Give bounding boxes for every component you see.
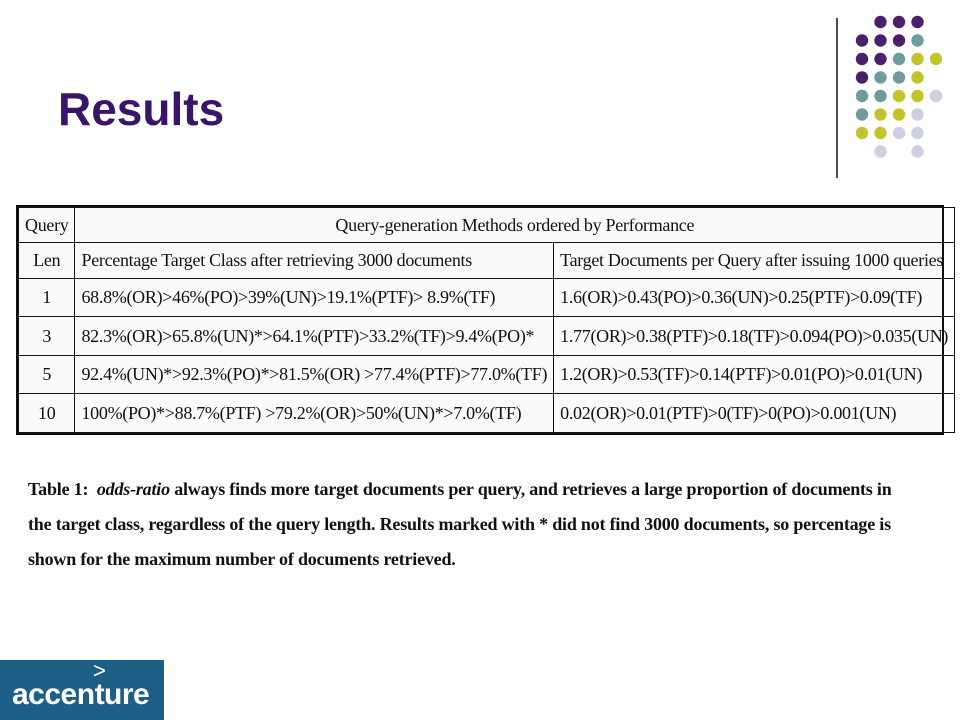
decorative-dot bbox=[874, 71, 886, 83]
decorative-dot bbox=[874, 16, 886, 28]
header-col1: Percentage Target Class after retrieving 3000 documents bbox=[75, 243, 554, 278]
caption-line-2: the target class, regardless of the query length. Results marked with * did not find 3000 documents, so percentage is bbox=[28, 514, 891, 534]
decorative-dot bbox=[874, 34, 886, 46]
logo-chevron: > bbox=[93, 658, 106, 683]
decorative-dot bbox=[911, 34, 923, 46]
table-row bbox=[19, 278, 955, 317]
header-query-top: Query bbox=[19, 208, 75, 243]
decorative-dot bbox=[856, 90, 868, 102]
results-table bbox=[16, 205, 949, 435]
decorative-dot bbox=[911, 127, 923, 139]
decorative-dot bbox=[893, 53, 905, 65]
decorative-dot bbox=[893, 71, 905, 83]
cell-len: 1 bbox=[19, 278, 75, 317]
cell-pct: 82.3%(OR)>65.8%(UN)*>64.1%(PTF)>33.2%(TF)>9.4%(PO)* bbox=[75, 317, 554, 356]
caption-line-1-rest: always finds more target documents per query, and retrieves a large proportion of documents in bbox=[174, 479, 892, 499]
decorative-dot bbox=[911, 145, 923, 157]
decorative-dot bbox=[911, 90, 923, 102]
decorative-dot bbox=[874, 108, 886, 120]
cell-pct: 100%(PO)*>88.7%(PTF) >79.2%(OR)>50%(UN)*>7.0%(TF) bbox=[75, 394, 554, 433]
table-row bbox=[19, 394, 955, 433]
decorative-dot bbox=[893, 34, 905, 46]
decorative-dot bbox=[874, 53, 886, 65]
caption-label: Table 1: bbox=[28, 479, 89, 499]
header-query-bottom: Len bbox=[19, 243, 75, 278]
caption-line-3: shown for the maximum number of documents retrieved. bbox=[28, 549, 456, 569]
decorative-dot bbox=[911, 53, 923, 65]
decorative-dot bbox=[874, 145, 886, 157]
decorative-dot bbox=[856, 34, 868, 46]
decorative-dot-grid bbox=[0, 0, 960, 190]
decorative-dot bbox=[911, 108, 923, 120]
decorative-dot bbox=[911, 71, 923, 83]
table-row bbox=[19, 317, 955, 356]
decorative-dot bbox=[856, 53, 868, 65]
cell-pct: 68.8%(OR)>46%(PO)>39%(UN)>19.1%(PTF)> 8.9%(TF) bbox=[75, 278, 554, 317]
decorative-dot bbox=[893, 90, 905, 102]
cell-len: 3 bbox=[19, 317, 75, 356]
caption-emphasis: odds-ratio bbox=[96, 479, 170, 499]
decorative-dot bbox=[874, 90, 886, 102]
logo-text: accenture bbox=[12, 678, 150, 711]
cell-pct: 92.4%(UN)*>92.3%(PO)*>81.5%(OR) >77.4%(PTF)>77.0%(TF) bbox=[75, 355, 554, 394]
decorative-dot bbox=[893, 16, 905, 28]
cell-len: 10 bbox=[19, 394, 75, 433]
table-caption bbox=[28, 472, 938, 577]
decorative-dot bbox=[856, 127, 868, 139]
decorative-dot bbox=[893, 127, 905, 139]
cell-docs: 1.77(OR)>0.38(PTF)>0.18(TF)>0.094(PO)>0.035(UN) bbox=[554, 317, 955, 356]
table-row bbox=[19, 355, 955, 394]
caption-line-1 bbox=[28, 472, 938, 507]
header-col2: Target Documents per Query after issuing 1000 queries bbox=[554, 243, 955, 278]
cell-docs: 1.2(OR)>0.53(TF)>0.14(PTF)>0.01(PO)>0.01(UN) bbox=[554, 355, 955, 394]
decorative-dot bbox=[856, 71, 868, 83]
decorative-dot bbox=[874, 127, 886, 139]
decorative-divider bbox=[836, 18, 838, 178]
cell-docs: 1.6(OR)>0.43(PO)>0.36(UN)>0.25(PTF)>0.09(TF) bbox=[554, 278, 955, 317]
header-group-title: Query-generation Methods ordered by Performance bbox=[75, 208, 955, 243]
cell-len: 5 bbox=[19, 355, 75, 394]
cell-docs: 0.02(OR)>0.01(PTF)>0(TF)>0(PO)>0.001(UN) bbox=[554, 394, 955, 433]
accenture-logo bbox=[0, 660, 164, 720]
decorative-dot bbox=[930, 90, 942, 102]
decorative-dot bbox=[930, 53, 942, 65]
slide-title: Results bbox=[58, 83, 225, 135]
decorative-dot bbox=[911, 16, 923, 28]
decorative-dot bbox=[856, 108, 868, 120]
decorative-dot bbox=[893, 108, 905, 120]
